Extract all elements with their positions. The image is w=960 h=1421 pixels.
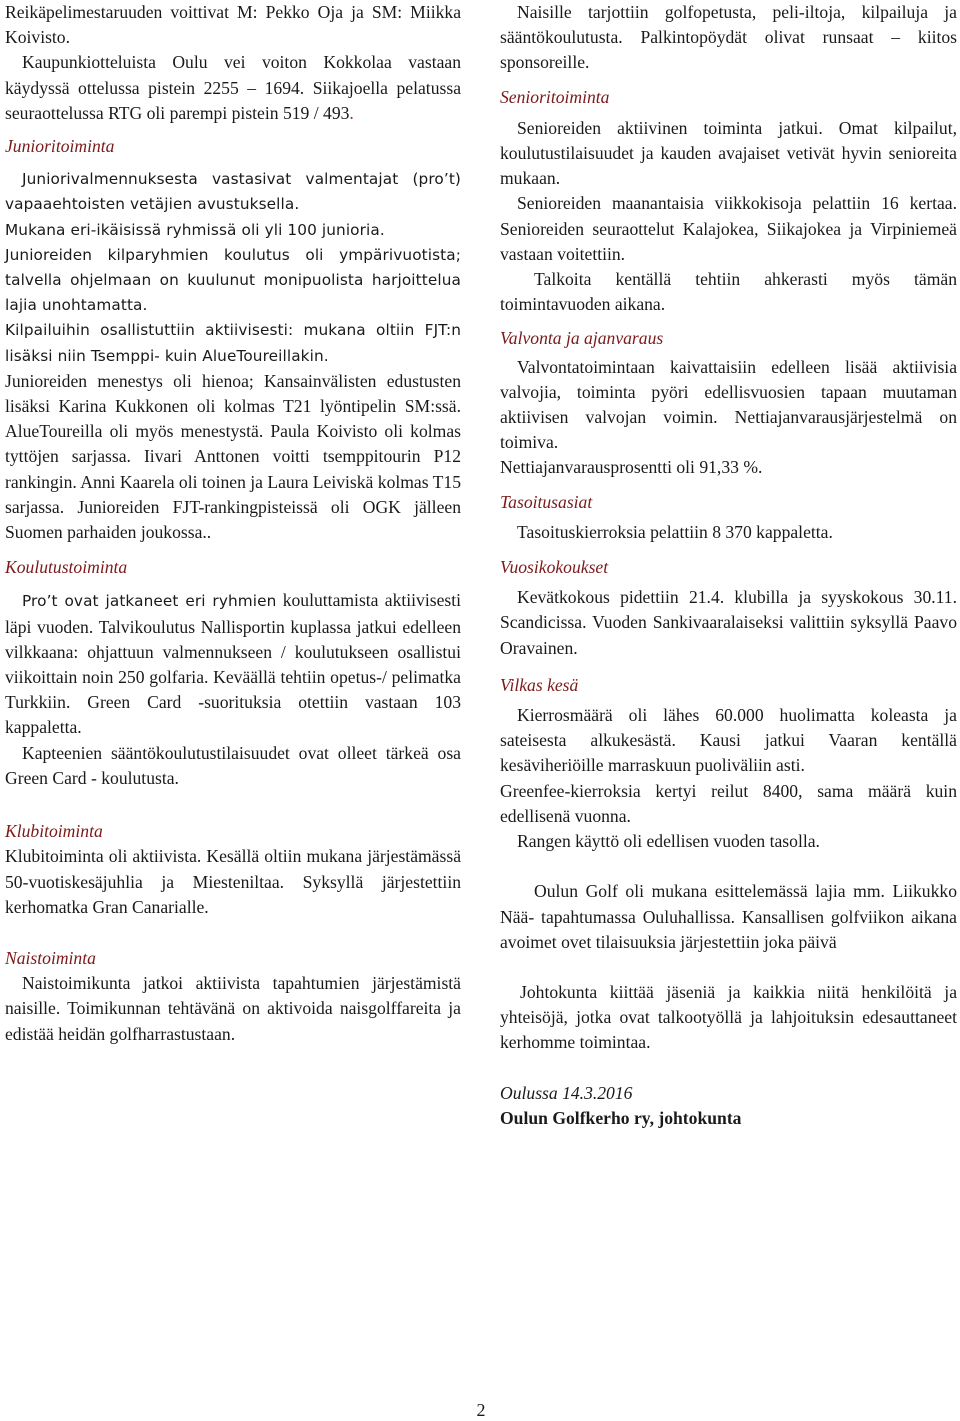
heading-vuosikokoukset: Vuosikokoukset [500,557,609,578]
senior-paragraph-2: Senioreiden maanantaisia viikkokisoja pelattiin 16 kertaa. Senioreiden seuraottelut Kalajokea, Siikajokea ja Virpiniemeä vastaan voitettiin. [500,193,957,264]
women-paragraph-1: Naistoimikunta jatkoi aktiivista tapahtumien järjestämistä naisille. Toimikunnan tehtävänä on aktivoida naisgolffareita ja edistää heidän golfharrastustaan. [5,973,461,1044]
junior-paragraph-5: Junioreiden menestys oli hienoa; Kansainvälisten edustusten lisäksi Karina Kukkonen oli kolmas T21 lyöntipelin SM:ssä. AlueToureilla oli myös menestystä. Paula Koivisto oli kolmas tyttöjen sarjassa. Iivari Anttonen voitti tsemppitourin P12 rankingin. Anni Kaarela oli toinen ja Laura Leiviskä kolmas T15 sarjassa. Junioreiden FJT-rankingpisteissä oli OGK jälleen Suomen parhaiden joukossa.. [5,370,462,543]
valvonta-paragraph-2: Nettiajanvarausprosentti oli 91,33 %. [500,457,763,478]
junior-paragraph-4: Kilpailuihin osallistuttiin aktiivisesti: mukana oltiin FJT:n lisäksi niin Tsemppi- kuin AlueToureillakin. [5,321,461,365]
summer-paragraph-3: Rangen käyttö oli edellisen vuoden tasolla. [517,831,820,852]
training-body-text: kouluttamista aktiivisesti läpi vuoden. Talvikoulutus Nallisportin kuplassa jatkui edelleen vilkkaana: ohjattuun valmennukseen / koulutukseen osallistui viikoittain noin 250 golfaria. Keväällä tehtiin opetus-/ pelimatka Turkkiin. Green Card -suorituksia otettiin vastaan 103 kappaletta. [5,590,462,738]
training-paragraph-2: Kapteenien sääntökoulutustilaisuudet ovat olleet tärkeä osa Green Card - koulutusta. [5,742,461,788]
heading-valvonta: Valvonta ja ajanvaraus [500,328,664,349]
junior-paragraph-2: Mukana eri-ikäisissä ryhmissä oli yli 100 junioria. [5,220,385,239]
heading-tasoitusasiat: Tasoitusasiat [500,491,593,512]
valvonta-paragraph-1: Valvontatoimintaan kaivattaisiin edelleen lisää aktiivisia valvojia, toiminta pyöri edellisvuosien tapaan muutaman aktiivisen valvojan voimin. Nettiajanvarausjärjestelmä on toimiva. [500,356,957,453]
heading-klubitoiminta: Klubitoiminta [5,821,103,842]
senior-paragraph-1: Senioreiden aktiivinen toiminta jatkui. Omat kilpailut, koulutustilaisuudet ja kauden avajaiset vetivät hyvin senioreita mukaan. [500,117,957,189]
heading-junioritoiminta: Junioritoiminta [5,136,115,157]
right-column [500,0,957,1131]
meetings-paragraph-1: Kevätkokous pidettiin 21.4. klubilla ja syyskokous 30.11. Scandicissa. Vuoden Sankivaaralaiseksi valittiin syksyllä Paavo Oravainen. [500,587,957,658]
heading-naistoiminta: Naistoiminta [5,947,96,968]
training-lead-text: Pro’t ovat jatkaneet eri ryhmien [22,592,277,611]
senior-paragraph-3: Talkoita kentällä tehtiin ahkerasti myös tämän toimintavuoden aikana. [500,269,957,315]
tasoitus-paragraph-1: Tasoituskierroksia pelattiin 8 370 kappaletta. [517,521,833,542]
left-column [5,0,461,1047]
signature-organization: Oulun Golfkerho ry, johtokunta [500,1107,742,1128]
page-number: 2 [476,1400,486,1420]
thanks-paragraph: Johtokunta kiittää jäseniä ja kaikkia niitä henkilöitä ja yhteisöjä, jotka ovat talkootyöllä ja lahjoituksin edesauttaneet kerhomme toimintaa. [500,981,957,1053]
summer-paragraph-2: Greenfee-kierroksia kertyi reilut 8400, sama määrä kuin edellisenä vuonna. [500,780,957,826]
heading-vilkas-kesa: Vilkas kesä [500,674,579,695]
signature-date: Oulussa 14.3.2016 [500,1082,633,1103]
club-paragraph-1: Klubitoiminta oli aktiivista. Kesällä oltiin mukana järjestämässä 50-vuotiskesäjuhlia ja Miesteniltaa. Syksyllä järjestettiin kerhomatka Gran Canarialle. [5,846,461,917]
paragraph-hole-play: Reikäpelimestaruuden voittivat M: Pekko Oja ja SM: Miikka Koivisto. [5,2,461,48]
summer-paragraph-1: Kierrosmäärä oli lähes 60.000 huolimatta koleasta ja sateisesta alkukesästä. Kausi jatkui Vaaran kentällä kesäviheriöille marraskuun puoliväliin asti. [500,705,957,776]
expo-paragraph: Oulun Golf oli mukana esittelemässä lajia mm. Liikukko Nää- tapahtumassa Ouluhallissa. Kansallisen golfviikon aikana avoimet ovet tilaisuuksia järjestettiin joka päivä [500,881,957,952]
women-events-paragraph: Naisille tarjottiin golfopetusta, peli-iltoja, kilpailuja ja sääntökoulutusta. Palkintopöydät olivat runsaat – kiitos sponsoreille. [500,2,957,73]
junior-section [5,167,461,369]
training-paragraph-1 [5,588,461,740]
heading-senioritoiminta: Senioritoiminta [500,86,610,107]
junior-paragraph-1: Juniorivalmennuksesta vastasivat valmentajat (pro’t) vapaaehtoisten vetäjien avustuksella. [5,170,461,214]
junior-paragraph-3: Junioreiden kilparyhmien koulutus oli ympärivuotista; talvella ohjelmaan on kuulunut monipuolista harjoittelua lajia unohtamatta. [5,245,461,315]
city-matches-text: Kaupunkiotteluista Oulu vei voiton Kokkolaa vastaan käydyssä ottelussa pistein 2255 – 1694. Siikajoella pelatussa seuraottelussa RTG oli parempi pistein 519 / 493 [5,52,461,123]
heading-koulutustoiminta: Koulutustoiminta [5,557,128,578]
city-matches-dot: . [349,102,354,123]
paragraph-city-matches [5,50,461,126]
